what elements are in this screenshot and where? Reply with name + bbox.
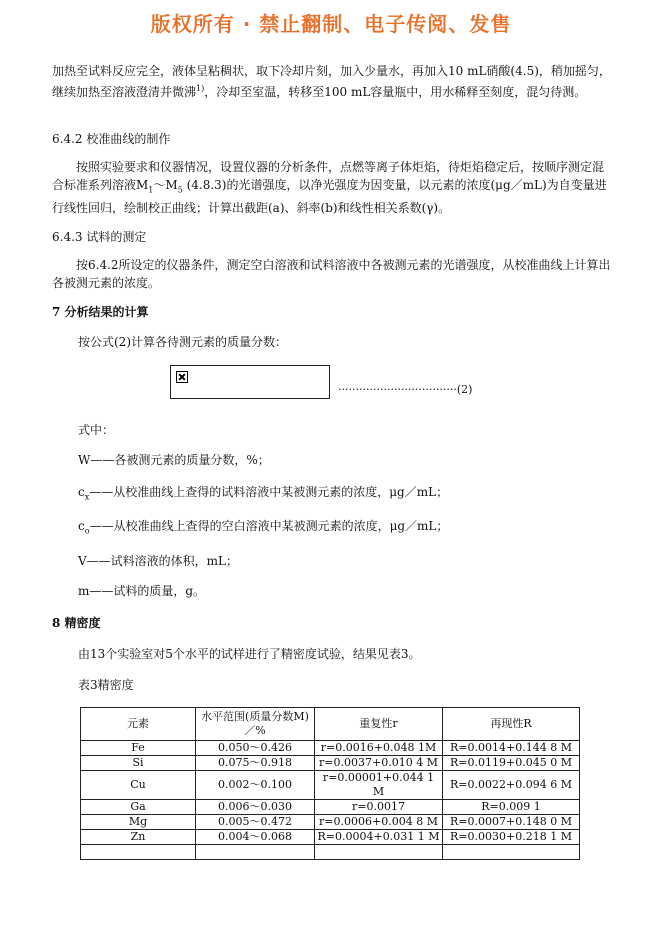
heading-6-4-2: 6.4.2 校准曲线的制作 <box>52 132 171 146</box>
paragraph-6-4-2 <box>52 158 612 217</box>
header-repeatability: 重复性r <box>315 708 443 741</box>
c0-subscript: o <box>84 526 90 536</box>
cell-R: R=0.0030+0.218 1 M <box>443 830 580 845</box>
cell-range: 0.050～0.426 <box>196 741 315 756</box>
cell-R: R=0.0119+0.045 0 M <box>443 756 580 771</box>
cell-R: R=0.0022+0.094 6 M <box>443 771 580 800</box>
cell-R: R=0.0007+0.148 0 M <box>443 815 580 830</box>
formula-number: (2) <box>456 383 473 396</box>
def-v: V——试料溶液的体积，mL； <box>78 554 239 568</box>
tilde-m: ～M <box>153 178 178 192</box>
formula-image-box <box>170 365 330 399</box>
cx-definition: ——从校准曲线上查得的试料溶液中某被测元素的浓度，μg／mL； <box>89 485 449 499</box>
header-range: 水平范围(质量分数M)／% <box>196 708 315 741</box>
sub-1: 1 <box>148 185 154 195</box>
c0-symbol: c <box>78 519 85 533</box>
intro-text: 加热至试料反应完全，液体呈粘稠状，取下冷却片刻，加入少量水，再加入10 mL硝酸(4.5)，稍加摇匀，继续加热至溶液澄清并微沸 <box>52 64 611 99</box>
cell-empty <box>81 845 196 860</box>
intro-paragraph <box>52 62 612 101</box>
table-row <box>81 756 580 771</box>
table-caption: 表3精密度 <box>78 678 134 692</box>
calibration-text-a: 按照实验要求和仪器情况，设置仪器的分析条件，点燃等离子体炬焰，待炬焰稳定后，按顺序测定混合标准系列溶液M <box>52 160 605 192</box>
precision-table <box>80 707 580 860</box>
heading-8: 8 精密度 <box>52 616 101 630</box>
broken-image-icon <box>176 371 188 383</box>
def-cx <box>78 483 448 501</box>
def-w: W——各被测元素的质量分数，%； <box>78 453 270 467</box>
sub-5: 5 <box>177 185 183 195</box>
cell-empty <box>196 845 315 860</box>
table-row <box>81 741 580 756</box>
cell-r: r=0.0016+0.048 1M <box>315 741 443 756</box>
table-row-empty <box>81 845 580 860</box>
cell-range: 0.006～0.030 <box>196 800 315 815</box>
cell-range: 0.075～0.918 <box>196 756 315 771</box>
def-m: m——试料的质量，g。 <box>78 584 206 598</box>
cell-element: Si <box>81 756 196 771</box>
cell-element: Zn <box>81 830 196 845</box>
cell-range: 0.002～0.100 <box>196 771 315 800</box>
intro-text-end: ，冷却至室温，转移至100 mL容量瓶中，用水稀释至刻度，混匀待测。 <box>204 85 587 99</box>
cell-r: r=0.00001+0.044 1 M <box>315 771 443 800</box>
c0-definition: ——从校准曲线上查得的空白溶液中某被测元素的浓度，μg／mL； <box>89 519 449 533</box>
cell-element: Ga <box>81 800 196 815</box>
header-element: 元素 <box>81 708 196 741</box>
cell-R: R=0.009 1 <box>443 800 580 815</box>
cell-element: Cu <box>81 771 196 800</box>
heading-7: 7 分析结果的计算 <box>52 305 149 319</box>
cell-r: R=0.0004+0.031 1 M <box>315 830 443 845</box>
def-c0 <box>78 517 448 535</box>
table-row <box>81 800 580 815</box>
watermark: 版权所有 · 禁止翻制、电子传阅、发售 <box>150 12 512 36</box>
cell-element: Fe <box>81 741 196 756</box>
footnote-mark: 1) <box>196 84 205 93</box>
cx-symbol: c <box>78 485 85 499</box>
cell-r: r=0.0006+0.004 8 M <box>315 815 443 830</box>
cx-subscript: x <box>84 492 90 502</box>
cell-element: Mg <box>81 815 196 830</box>
where-label: 式中： <box>78 423 115 437</box>
header-reproducibility: 再现性R <box>443 708 580 741</box>
table-row <box>81 815 580 830</box>
heading-6-4-3: 6.4.3 试料的测定 <box>52 230 147 244</box>
formula-number-line <box>338 383 472 396</box>
dot-leader: ·································· <box>338 383 457 396</box>
cell-range: 0.004～0.068 <box>196 830 315 845</box>
cell-r: r=0.0017 <box>315 800 443 815</box>
table-row <box>81 830 580 845</box>
formula-lead: 按公式(2)计算各待测元素的质量分数： <box>78 335 287 349</box>
table-header-row <box>81 708 580 741</box>
cell-R: R=0.0014+0.144 8 M <box>443 741 580 756</box>
cell-empty <box>315 845 443 860</box>
calibration-text-b: (4.8.3)的光谱强度，以净光强度为因变量，以元素的浓度(μg／mL)为自变量进行线性回归，绘制校正曲线；计算出截距(a)、斜率(b)和线性相关系数(γ)。 <box>52 178 607 216</box>
cell-range: 0.005～0.472 <box>196 815 315 830</box>
precision-text: 由13个实验室对5个水平的试样进行了精密度试验，结果见表3。 <box>78 647 421 661</box>
paragraph-6-4-3: 按6.4.2所设定的仪器条件，测定空白溶液和试料溶液中各被测元素的光谱强度，从校准曲线上计算出各被测元素的浓度。 <box>52 258 611 290</box>
cell-empty <box>443 845 580 860</box>
cell-r: r=0.0037+0.010 4 M <box>315 756 443 771</box>
table-row <box>81 771 580 800</box>
